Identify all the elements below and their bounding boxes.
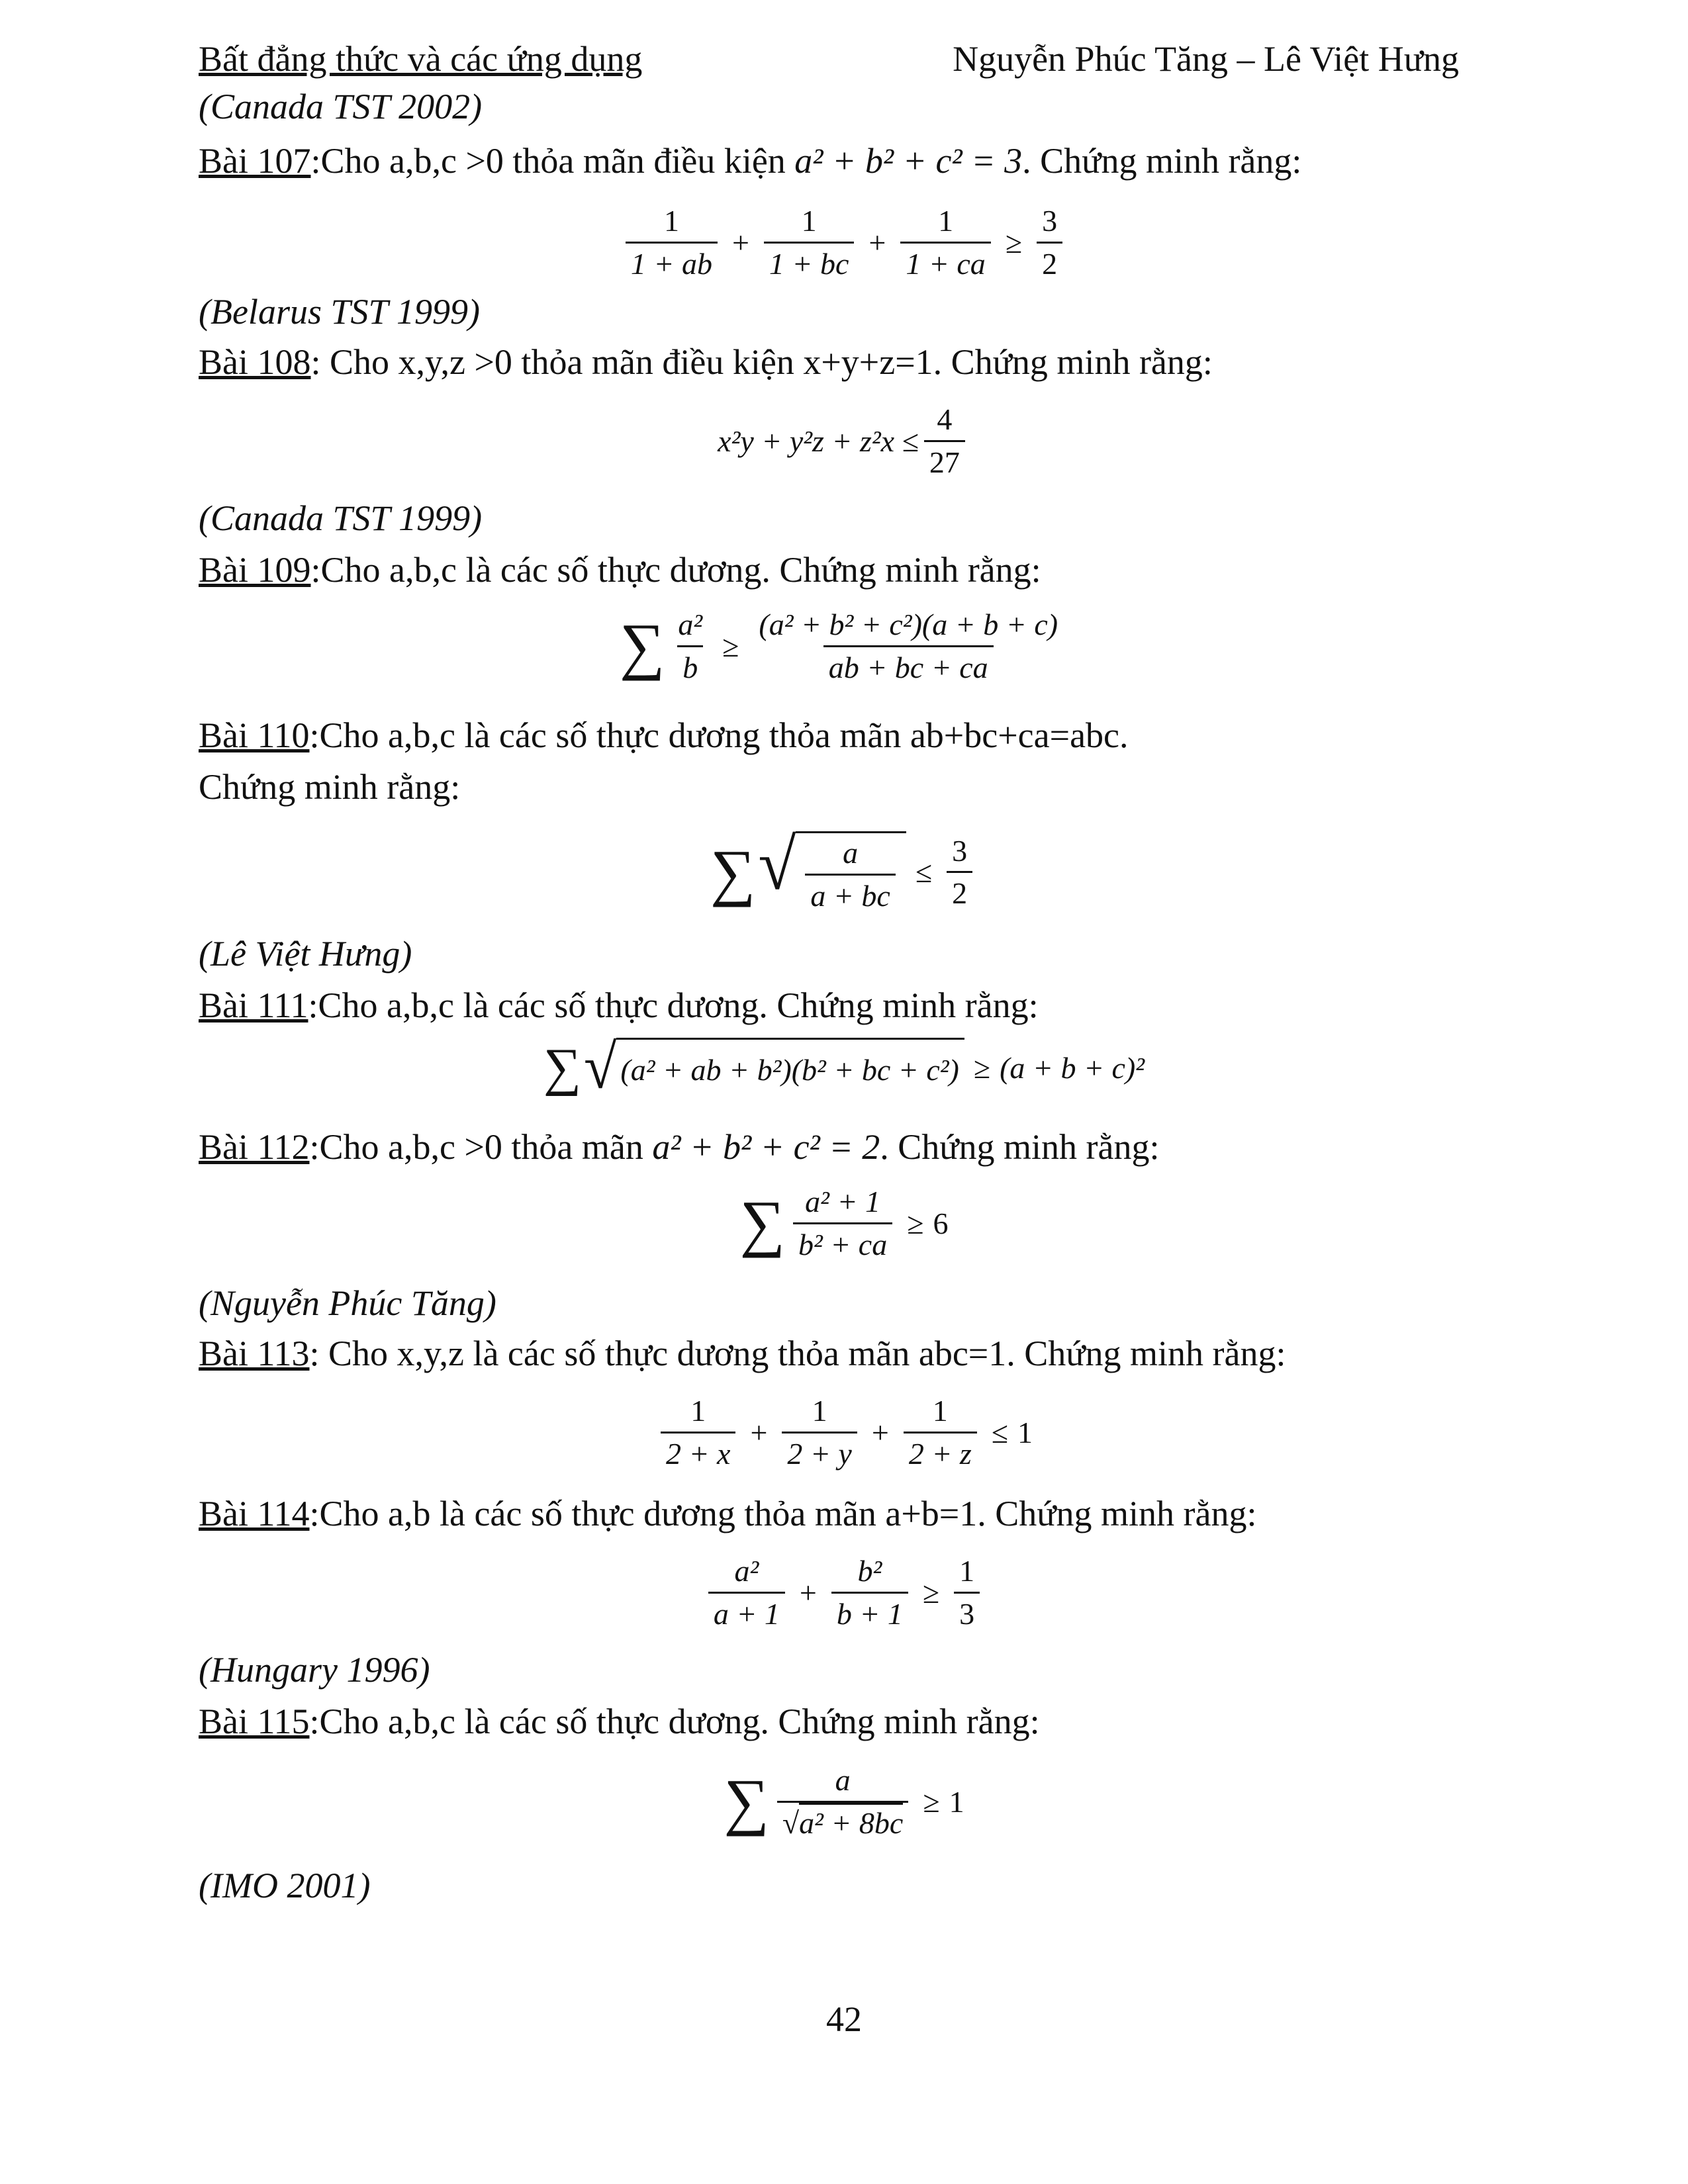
problem-110-number: Bài 110 [199,715,310,755]
problem-113-inequality [0,1394,1688,1471]
problem-113-text: : Cho x,y,z là các số thực dương thỏa mãn abc=1. Chứng minh rằng: [309,1334,1286,1373]
radicand: (a² + ab + b²)(b² + bc + c²) [616,1038,964,1097]
rhs-value: 1 [949,1784,964,1819]
leq-sign: ≤ [915,855,933,889]
radical-sign: √ [584,1032,617,1102]
square-root [584,1032,964,1102]
fraction [764,204,854,281]
numerator: 1 [690,1394,706,1428]
problem-114-inequality [0,1554,1688,1631]
denominator [777,1801,909,1841]
numerator: a² [678,608,703,641]
problem-109-number: Bài 109 [199,550,311,590]
rhs-value: 1 [1017,1415,1033,1449]
denominator: b [677,645,703,685]
denominator: 3 [954,1592,980,1631]
problem-108-inequality [0,402,1688,479]
problem-109-statement [199,549,1041,590]
header-book-title: Bất đẳng thức và các ứng dụng [199,39,643,79]
sum-symbol: ∑ [739,1187,785,1259]
problem-111-text: :Cho a,b,c là các số thực dương. Chứng minh rằng: [308,985,1039,1025]
sum-symbol: ∑ [619,610,665,682]
source-le-viet-hung: (Lê Việt Hưng) [199,934,412,974]
source-hungary-1996: (Hungary 1996) [199,1650,430,1690]
rhs-value: 6 [933,1206,949,1240]
problem-112-number: Bài 112 [199,1127,310,1167]
geq-sign: ≥ [907,1206,924,1240]
problem-113-number: Bài 113 [199,1334,310,1373]
problem-110-statement-line2: Chứng minh rằng: [199,767,461,807]
rhs-expression: (a + b + c)² [1000,1050,1145,1085]
denominator: a + bc [805,874,895,913]
problem-112-text-after: . Chứng minh rằng: [880,1127,1160,1167]
radical-sign: √ [782,1805,800,1840]
source-canada-tst-2002: (Canada TST 2002) [199,87,483,126]
denominator: 1 + bc [764,242,854,281]
problem-115-inequality [0,1763,1688,1840]
problem-115-text: :Cho a,b,c là các số thực dương. Chứng minh rằng: [309,1702,1040,1741]
problem-108-statement [199,341,1213,383]
fraction [782,1394,857,1471]
plus-sign: + [868,225,886,259]
problem-108-text: : Cho x,y,z >0 thỏa mãn điều kiện x+y+z=1. Chứng minh rằng: [310,342,1213,382]
denominator: 1 + ab [626,242,718,281]
geq-sign: ≥ [1005,225,1023,259]
fraction [954,1554,980,1631]
geq-sign: ≥ [722,629,739,663]
numerator: 1 [959,1554,975,1588]
numerator: 1 [932,1394,948,1428]
problem-107-text-after: . Chứng minh rằng: [1022,141,1302,181]
lhs-expression: x²y + y²z + z²x ≤ [718,424,919,458]
fraction [661,1394,735,1471]
denominator: 2 [947,871,972,911]
problem-114-text: :Cho a,b là các số thực dương thỏa mãn a+b=1. Chứng minh rằng: [309,1494,1257,1533]
radicand: a² + 8bc [799,1803,903,1840]
problem-115-statement [199,1701,1040,1742]
problem-107-condition: a² + b² + c² = 3 [794,141,1023,181]
fraction [777,1763,909,1840]
denominator: b² + ca [793,1222,892,1262]
plus-sign: + [731,225,749,259]
denominator: 1 + ca [900,242,990,281]
numerator: 1 [801,204,817,238]
problem-110-statement [199,715,1129,756]
problem-111-number: Bài 111 [199,985,308,1025]
sum-symbol: ∑ [724,1766,769,1837]
problem-109-text: :Cho a,b,c là các số thực dương. Chứng minh rằng: [310,550,1041,590]
sum-symbol: ∑ [710,836,756,907]
problem-107-statement [199,140,1301,181]
fraction [924,402,965,479]
header-authors: Nguyễn Phúc Tăng – Lê Việt Hưng [953,39,1459,79]
fraction [1037,204,1062,281]
problem-112-condition: a² + b² + c² = 2 [652,1127,880,1167]
fraction [900,204,990,281]
denominator: 2 + x [661,1432,735,1471]
problem-108-number: Bài 108 [199,342,311,382]
numerator: 1 [663,204,679,238]
leq-sign: ≤ [991,1415,1009,1449]
geq-sign: ≥ [923,1784,940,1819]
numerator: 1 [938,204,954,238]
geq-sign: ≥ [973,1050,991,1085]
denominator: 2 [1037,242,1062,281]
problem-111-statement [199,985,1039,1026]
problem-113-statement [199,1333,1286,1374]
source-canada-tst-1999: (Canada TST 1999) [199,498,483,538]
problem-110-inequality [0,825,1688,913]
fraction [708,1554,785,1631]
source-nguyen-phuc-tang: (Nguyễn Phúc Tăng) [199,1283,496,1323]
fraction [673,608,708,684]
problem-114-number: Bài 114 [199,1494,310,1533]
plus-sign: + [750,1415,768,1449]
numerator: 1 [812,1394,827,1428]
plus-sign: + [799,1575,817,1610]
denominator: 27 [924,440,965,480]
numerator: 3 [1042,204,1058,238]
denominator: b + 1 [831,1592,908,1631]
numerator: a² + 1 [805,1185,881,1218]
fraction [793,1185,892,1261]
numerator: a [835,1763,851,1797]
numerator: a [843,836,859,870]
radicand [796,831,906,913]
problem-107-inequality [0,204,1688,281]
fraction [805,836,895,913]
fraction [831,1554,908,1631]
problem-107-text-before: :Cho a,b,c >0 thỏa mãn điều kiện [310,141,795,181]
numerator: (a² + b² + c²)(a + b + c) [759,608,1058,641]
numerator: 3 [952,833,968,868]
denominator: ab + bc + ca [823,645,994,685]
problem-110-text: :Cho a,b,c là các số thực dương thỏa mãn ab+bc+ca=abc. [309,715,1129,755]
fraction [626,204,718,281]
page-number: 42 [826,1999,862,2039]
source-belarus-tst-1999: (Belarus TST 1999) [199,292,481,332]
problem-112-text-before: :Cho a,b,c >0 thỏa mãn [309,1127,653,1167]
problem-112-inequality [0,1185,1688,1261]
denominator: 2 + z [904,1432,977,1471]
fraction [904,1394,977,1471]
sum-symbol: ∑ [543,1038,581,1097]
problem-112-statement [199,1126,1159,1167]
fraction [947,834,972,911]
problem-115-number: Bài 115 [199,1702,310,1741]
numerator: b² [857,1554,882,1588]
numerator: a² [734,1554,759,1588]
radical-sign: √ [758,825,796,905]
source-imo-2001: (IMO 2001) [199,1866,371,1905]
fraction [753,608,1063,684]
denominator: a + 1 [708,1592,785,1631]
square-root [758,825,906,913]
problem-111-inequality [0,1032,1688,1102]
denominator: 2 + y [782,1432,857,1471]
problem-107-number: Bài 107 [199,141,311,181]
numerator: 4 [937,402,953,436]
plus-sign: + [871,1415,889,1449]
geq-sign: ≥ [922,1575,940,1610]
problem-109-inequality [0,608,1688,684]
problem-114-statement [199,1493,1256,1534]
